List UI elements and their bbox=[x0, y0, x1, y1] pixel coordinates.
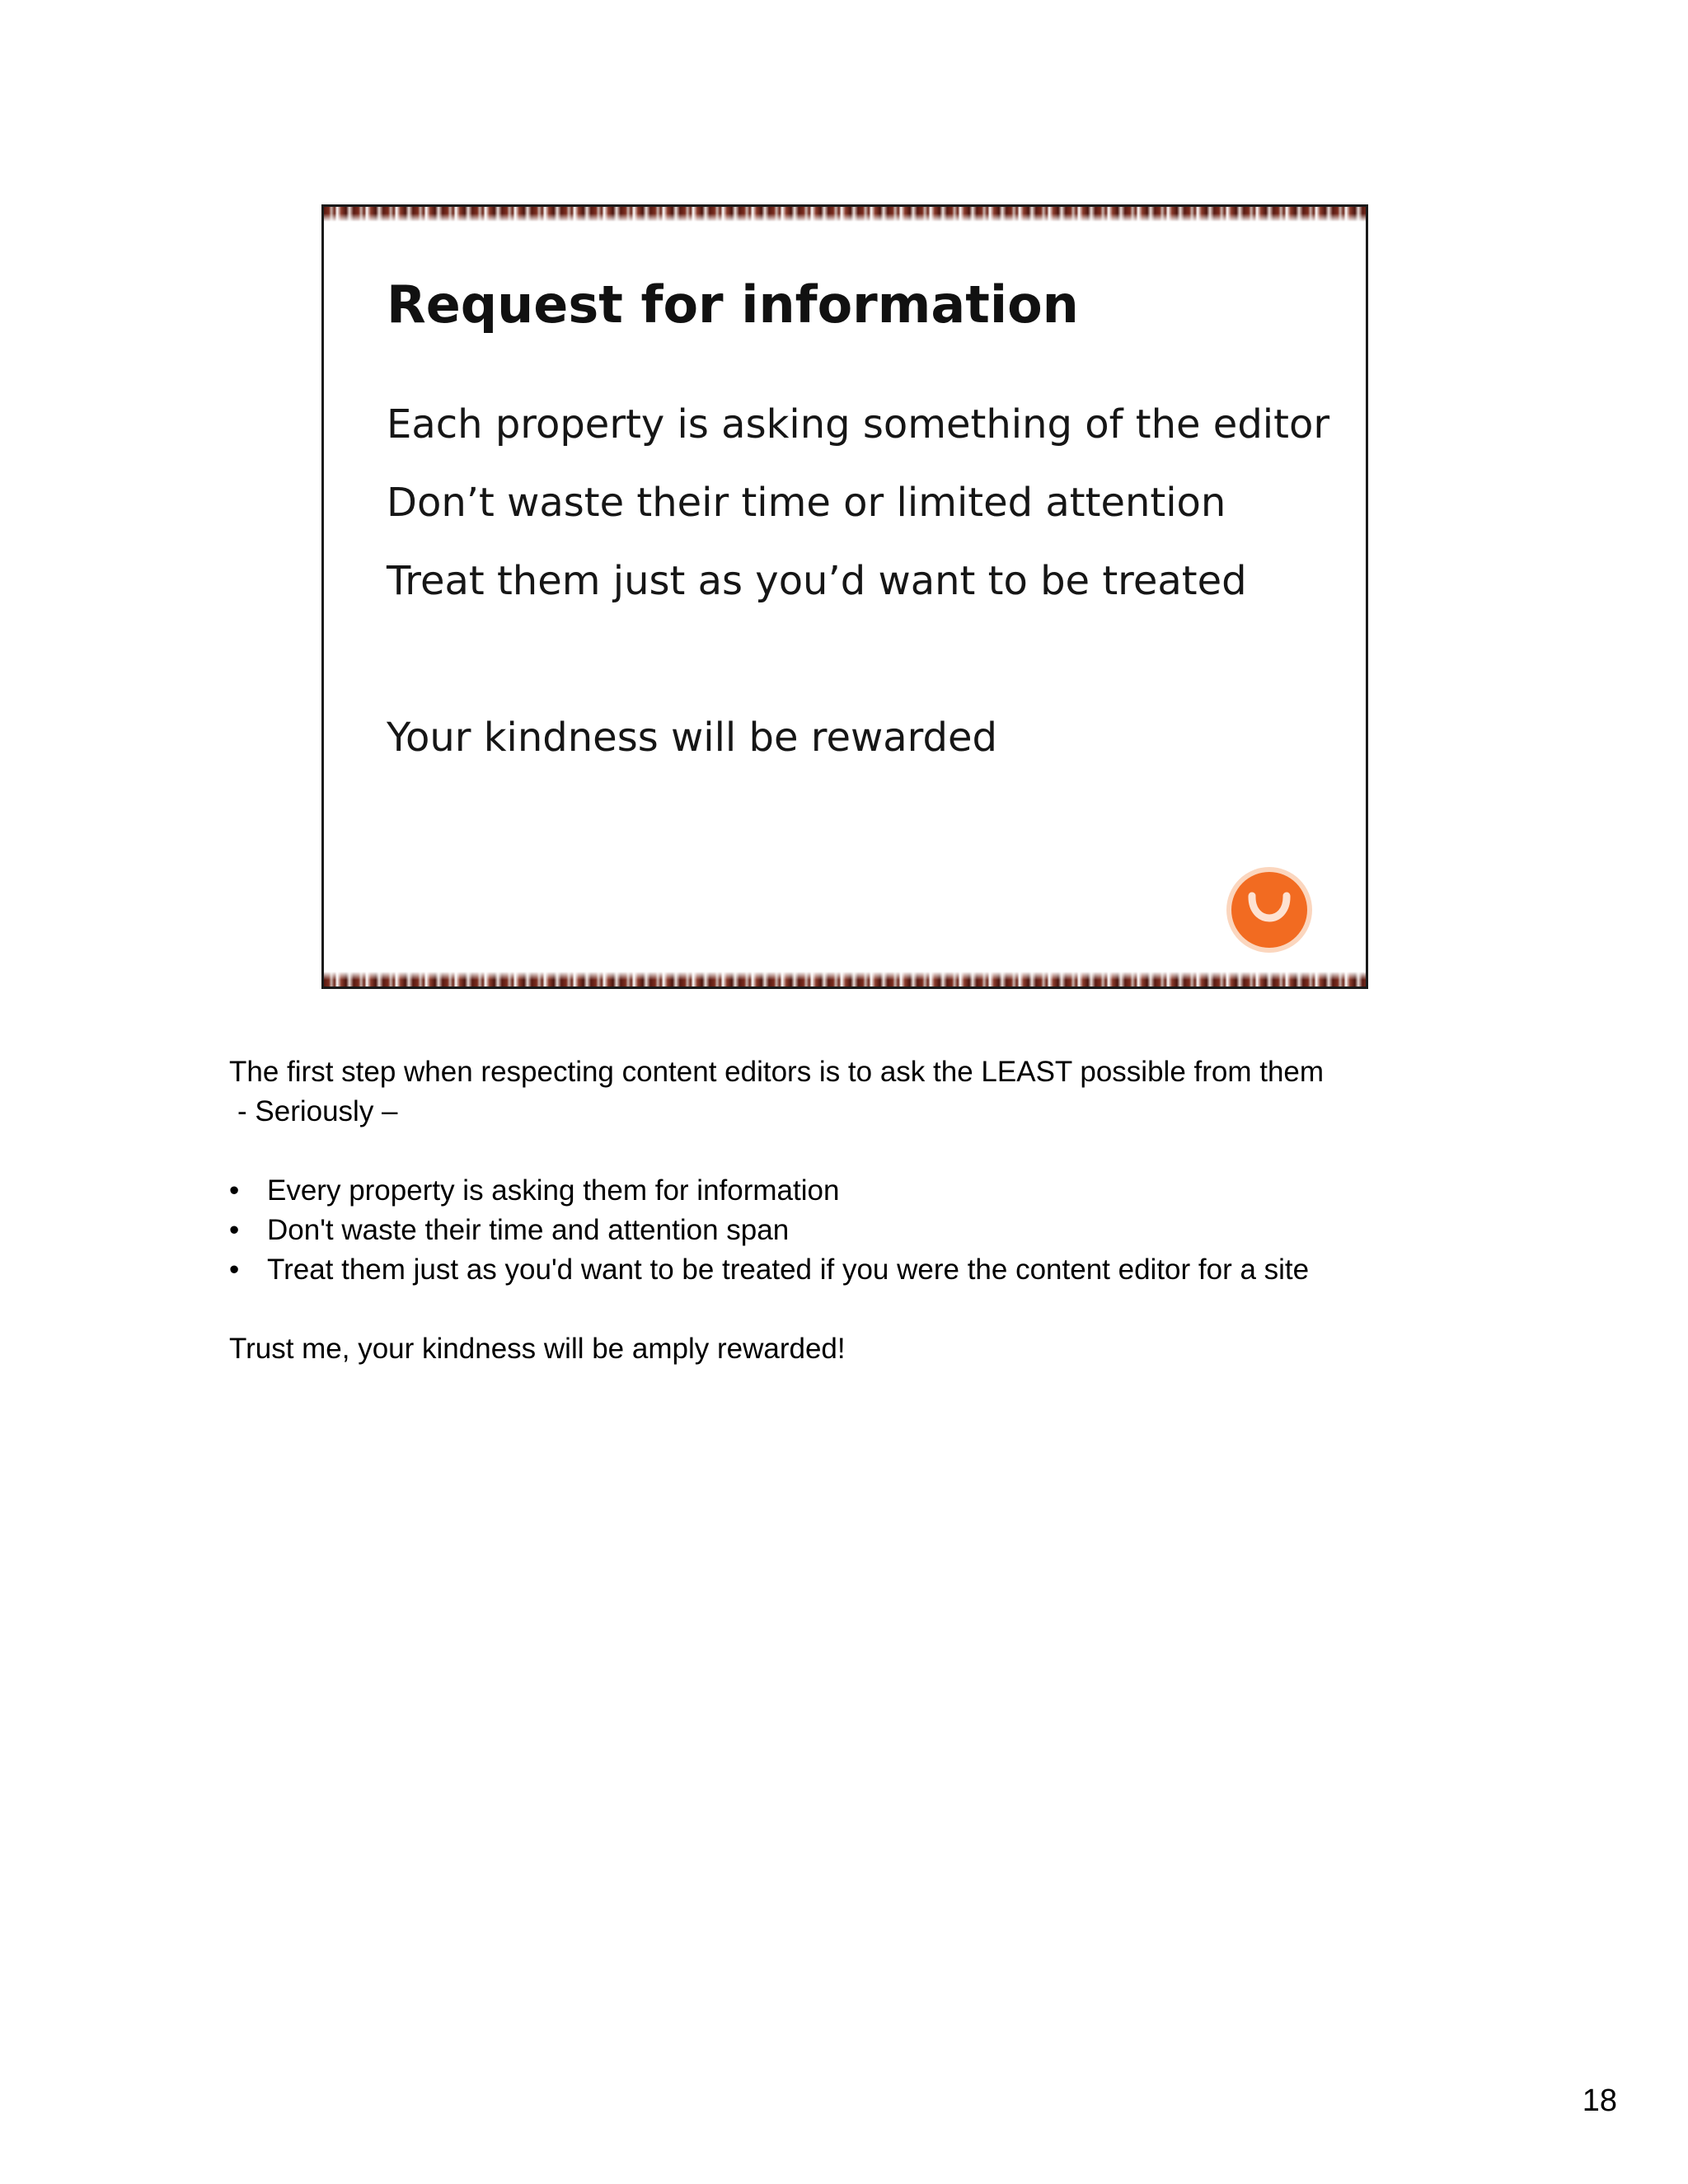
slide-point-3: Treat them just as you’d want to be treated bbox=[387, 558, 1247, 604]
notes-spacer bbox=[229, 1290, 1465, 1329]
list-item-text: Don't waste their time and attention span bbox=[267, 1214, 790, 1246]
slide-bottom-edge bbox=[324, 972, 1366, 987]
bullet-icon: • bbox=[229, 1254, 240, 1286]
list-item bbox=[229, 1171, 1465, 1211]
slide-title: Request for information bbox=[387, 274, 1079, 335]
slide-point-2: Don’t waste their time or limited attention bbox=[387, 480, 1226, 526]
slide-point-1: Each property is asking something of the editor bbox=[387, 401, 1330, 448]
speaker-notes bbox=[229, 1052, 1465, 1369]
notes-closing: Trust me, your kindness will be amply rewarded! bbox=[229, 1333, 846, 1365]
notes-intro: The first step when respecting content editors is to ask the LEAST possible from them bbox=[229, 1056, 1325, 1088]
list-item-text: Every property is asking them for information bbox=[267, 1174, 840, 1207]
page-number: 18 bbox=[1582, 2083, 1617, 2118]
list-item-text: Treat them just as you'd want to be treated if you were the content editor for a site bbox=[267, 1254, 1310, 1286]
slide-point-4: Your kindness will be rewarded bbox=[387, 715, 997, 761]
notes-spacer bbox=[229, 1132, 1465, 1171]
slide-thumbnail bbox=[321, 204, 1368, 989]
slide-top-edge bbox=[324, 207, 1366, 222]
notes-aside: - Seriously – bbox=[237, 1095, 398, 1127]
list-item bbox=[229, 1250, 1465, 1290]
list-item bbox=[229, 1211, 1465, 1250]
bullet-icon: • bbox=[229, 1174, 240, 1207]
umbraco-logo-icon bbox=[1224, 865, 1315, 955]
notes-bullet-list bbox=[229, 1171, 1465, 1290]
bullet-icon: • bbox=[229, 1214, 240, 1246]
